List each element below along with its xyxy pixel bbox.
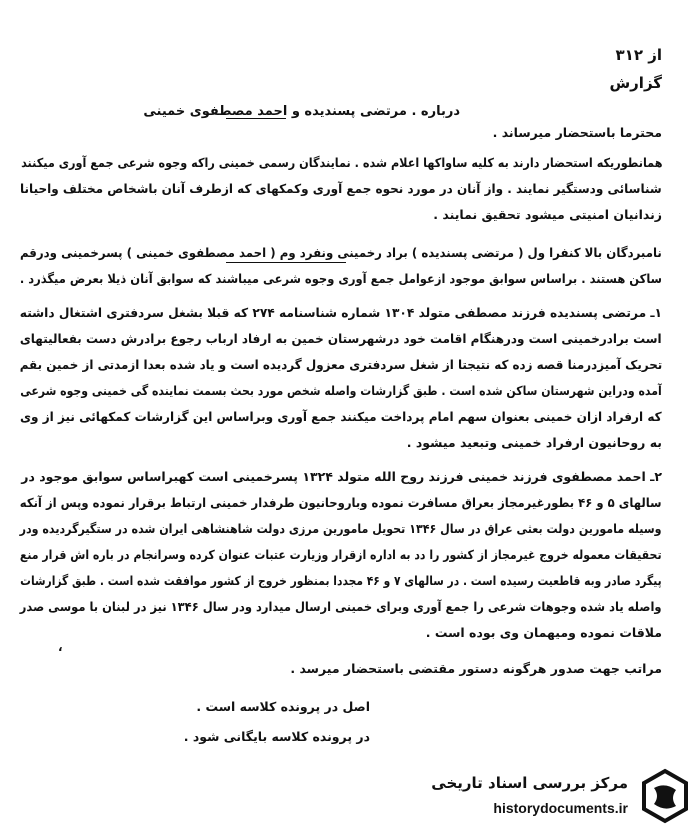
subject-rule	[226, 118, 286, 119]
body-line-15: تحقیقات معموله خروج غیرمجاز از کشور را دد به اداره ازقرار وزیارت عتبات عنوان کرده وسرانجام در باره اش قرار منع	[20, 547, 662, 562]
body-line-1: همانطوریکه استحضار دارند به کلیه ساواکها اعلام شده . نمایندگان رسمی خمینی راکه وجوه شرعی جمع آوری میکنند	[20, 155, 662, 170]
body-line-2: شناسائی ودستگیر نمایند . واز آنان در مورد نحوه جمع آوری وکمکهای که ازطرف آنان باشخاص مختلف واحیانا	[20, 181, 662, 196]
stamp-line-2: در پرونده کلاسه بایگانی شود .	[183, 729, 370, 744]
body-line-5: ساکن هستند . براساس سوابق موجود ازعوامل جمع آوری وجوه شرعی میباشند که سوابق آنان ذیلا بعرض میگذرد .	[19, 271, 662, 286]
document-title: گزارش	[609, 74, 662, 92]
watermark-name: مرکز بررسی اسناد تاریخی	[431, 774, 628, 792]
body-line-9: آمده ودراین شهرستان ساکن شده است . طبق گزارشات واصله شخص مورد بحث بسمت نماینده گی خمینی وجوه شرعی	[20, 383, 662, 398]
subject-line: درباره . مرتضی پسندیده و احمد مصطفوی خمینی	[143, 104, 460, 119]
stamp-line-1: اصل در پرونده کلاسه است .	[196, 699, 370, 714]
closing-line: مراتب جهت صدور هرگونه دستور مقتضی باستحضار میرسد .	[290, 661, 662, 676]
body-line-14: وسیله مامورین دولت بعثی عراق در سال ۱۳۴۶ تحویل مامورین مرزی دولت شاهنشاهی ایران شده در ستگیرگردیده ودر	[20, 521, 662, 536]
body-line-18: ملاقات نموده ومیهمان وی بوده است .	[425, 625, 662, 640]
salutation: محترما باستحضار میرساند .	[492, 125, 662, 140]
body-line-6: ۱ـ مرتضی پسندیده فرزند مصطفی متولد ۱۳۰۴ شماره شناسنامه ۲۷۴ که قبلا بشغل سردفتری اشتغال داشته	[19, 305, 662, 320]
body-line-4: نامبردگان بالا کنفرا ول ( مرتضی پسندیده ) براد رخمینی ونفرد وم ( احمد مصطفوی خمینی ) پسرخمینی ودرقم	[20, 245, 662, 260]
body-line-8: تحریک آمیزدرمنا قصه زده که نتیجتا از شغل سردفتری معزول گردیده است و یاد شده بعدا ازمدتی از خمین بقم	[19, 357, 662, 372]
watermark-url: historydocuments.ir	[493, 800, 628, 816]
body-line-17: واصله یاد شده وجوهات شرعی را جمع آوری وبرای خمینی ارسال میدارد ودر سال ۱۳۴۶ نیز در لبنان با موسی صدر	[20, 599, 662, 614]
watermark	[431, 764, 690, 828]
body-line-10: که ارفراد ازان خمینی بعنوان سهم امام پرداخت میکنند جمع آوری وبراساس این گزارشات کمکهائی نیز از وی	[20, 409, 662, 424]
margin-mark: ،	[58, 640, 63, 654]
body-line-13: سالهای ۵ و ۴۶ بطورغیرمجاز بعراق مسافرت نموده وباروحانیون طرفدار خمینی ارتباط برقرار نموده وپس از آنکه	[20, 495, 662, 510]
body-line-11: به روحانیون ارفراد خمینی وتبعید میشود .	[406, 435, 662, 450]
body-line-12: ۲ـ احمد مصطفوی فرزند خمینی فرزند روح الله متولد ۱۳۲۴ پسرخمینی است کهبراساس سوابق موجود در	[21, 469, 662, 484]
body-line-16: پیگرد صادر وبه قاطعیت رسیده است . در سالهای ۷ و ۴۶ مجددا بمنظور خروج از کشور موافقت شده است . طبق گزارشات	[20, 573, 662, 588]
archive-seal-icon	[640, 768, 690, 824]
document-number: از ۳۱۲	[615, 46, 662, 64]
body-line-3: زندانیان امنیتی میشود تحقیق نمایند .	[433, 207, 662, 222]
body-line-7: است برادرخمینی است ودرهنگام اقامت خود درشهرستان خمین به ارفاد ارباب رجوع برادرش دست بفعالیتهای	[20, 331, 662, 346]
name-underline	[226, 262, 346, 263]
